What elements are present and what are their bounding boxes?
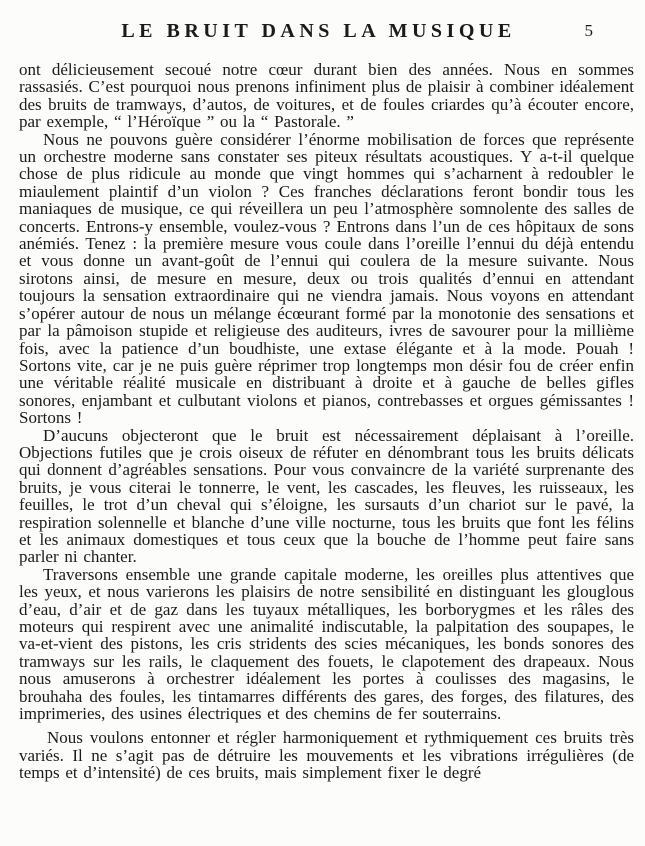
paragraph-entonner: Nous voulons entonner et régler harmoniquement et rythmiquement ces bruits très variés. Il ne s’agit pas de détruire les mouvements et les vibrations irrégulières (de temps et d’intensité) de ces bruits, mais simplement fixer le degré xyxy=(19,728,634,783)
page-number: 5 xyxy=(584,21,593,40)
paragraph-capitale-moderne: Traversons ensemble une grande capitale moderne, les oreilles plus attentives que les yeux, et nous varierons les plaisirs de notre sensibilité en distinguant les glouglous d’eau, d’air et de gaz dans les tuyaux métalliques, les borborygmes et les râles des moteurs qui respirent avec une animalité indiscutable, la palpitation des soupapes, le va-et-vient des pistons, les cris stridents des scies mécaniques, les bonds sonores des tramways sur les rails, le claquement des fouets, le clapotement des drapeaux. Nous nous amuserons à orchestrer idéalement les portes à coulisses des magasins, le brouhaha des foules, les tintamarres différents des gares, des forges, des filatures, des imprimeries, des usines électriques et des chemins de fer souterrains. xyxy=(19,564,634,724)
paragraph-objections: D’aucuns objecteront que le bruit est nécessairement déplaisant à l’oreille. Objections futiles que je crois oiseux de réfuter en dénombrant tous les bruits délicats qui donnent d’agréables sensations. Pour vous convaincre de la variété surprenante des bruits, je vous citerai le tonnerre, le vent, les cascades, les fleuves, les ruisseaux, les feuilles, le trot d’un cheval qui s’éloigne, les sursauts d’un chariot sur le pavé, la respiration solennelle et blanche d’une ville nocturne, tous les bruits que font les félins et les animaux domestiques et tous ceux que la bouche de l’homme peut faire sans parler ni chanter. xyxy=(19,425,634,567)
paragraph-continuation: ont délicieusement secoué notre cœur durant bien des années. Nous en sommes rassasiés. C’est pourquoi nous prenons infiniment plus de plaisir à combiner idéalement des bruits de tramways, d’autos, de voitures, et de foules criardes qu’à écouter encore, par exemple, “ l’Héroïque ” ou la “ Pastorale. ” xyxy=(19,60,634,132)
page-title: LE BRUIT DANS LA MUSIQUE xyxy=(121,20,516,42)
paragraph-orchestra: Nous ne pouvons guère considérer l’énorme mobilisation de forces que représente un orchestre moderne sans constater ses piteux résultats acoustiques. Y a-t-il quelque chose de plus ridicule au monde que vingt hommes qui s’acharnent à redoubler le miaulement plaintif d’un violon ? Ces franches déclarations feront bondir tous les maniaques de musique, ce qui réveillera un peu l’atmosphère somnolente des salles de concerts. Entrons-y ensemble, voulez-vous ? Entrons dans l’un de ces hôpitaux de sons anémiés. Tenez : la première mesure vous coule dans l’oreille l’ennui du déjà entendu et vous donne un avant-goût de l’ennui qui coulera de la mesure suivante. Nous sirotons ainsi, de mesure en mesure, deux ou trois qualités d’ennui en attendant toujours la sensation extraordinaire qui ne viendra jamais. Nous voyons en attendant s’opérer autour de nous un mélange écœurant formé par la monotonie des sensations et par la pâmoison stupide et religieuse des auditeurs, ivres de savourer pour la millième fois, avec la patience d’un boudhiste, une extase élégante et à la mode. Pouah ! Sortons vite, car je ne puis guère réprimer trop longtemps mon désir fou de créer enfin une véritable réalité musicale en distribuant à droite et à gauche de belles gifles sonores, enjambant et culbutant violons et pianos, contrebasses et orgues gémissantes ! Sortons ! xyxy=(19,129,634,428)
running-head xyxy=(19,0,634,61)
body-text xyxy=(19,61,634,782)
